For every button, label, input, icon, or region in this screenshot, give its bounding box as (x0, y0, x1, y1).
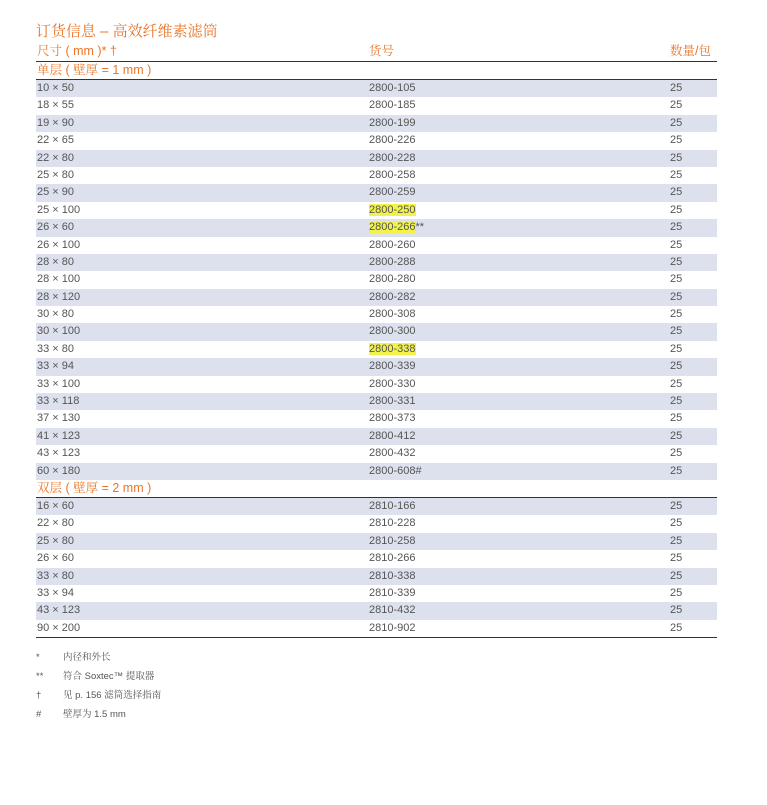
page-title: 订货信息 – 高效纤维素滤筒 (36, 23, 218, 40)
cell-part-number (369, 620, 416, 637)
cell-part-number (369, 428, 416, 445)
cell-part-number (369, 132, 416, 149)
cell-size: 28 × 80 (37, 255, 75, 268)
part-number-text: 2800-339 (369, 360, 416, 373)
part-number-text: 2800-300 (369, 325, 416, 338)
part-number-text: 2810-228 (369, 517, 416, 530)
table-row (36, 568, 717, 585)
section-heading: 单层 ( 壁厚 = 1 mm ) (36, 62, 717, 80)
part-number-text: 2810-258 (369, 534, 416, 547)
table-row (36, 550, 717, 567)
table-row (36, 428, 717, 445)
cell-size: 25 × 80 (37, 534, 75, 547)
part-number-text: 2810-902 (369, 621, 416, 634)
cell-quantity: 25 (670, 203, 683, 216)
part-number-text: 2800-258 (369, 168, 416, 181)
cell-part-number (369, 515, 416, 532)
cell-size: 22 × 80 (37, 517, 75, 530)
part-number-footnote-mark: ** (415, 221, 425, 234)
cell-quantity: 25 (670, 221, 683, 234)
cell-quantity: 25 (670, 464, 683, 477)
cell-part-number (369, 323, 416, 340)
cell-size: 33 × 80 (37, 342, 75, 355)
table-row (36, 167, 717, 184)
cell-part-number (369, 410, 416, 427)
cell-size: 25 × 100 (37, 203, 81, 216)
table-row (36, 393, 717, 410)
cell-part-number (369, 358, 416, 375)
table-row (36, 602, 717, 619)
cell-quantity: 25 (670, 82, 683, 94)
part-number-text: 2800-280 (369, 273, 416, 286)
table-row (36, 97, 717, 114)
cell-part-number (369, 219, 424, 236)
cell-size: 33 × 94 (37, 360, 75, 373)
table-row (36, 80, 717, 97)
cell-quantity: 25 (670, 395, 683, 408)
table-row (36, 533, 717, 550)
part-number-text: 2800-608# (369, 464, 422, 477)
cell-quantity: 25 (670, 186, 683, 199)
cell-part-number (369, 445, 416, 462)
cell-quantity: 25 (670, 569, 683, 582)
table-bottom-rule (36, 637, 717, 638)
cell-part-number (369, 376, 416, 393)
cell-size: 25 × 90 (37, 186, 75, 199)
table-row (36, 150, 717, 167)
cell-part-number (369, 533, 416, 550)
cell-part-number (369, 550, 416, 567)
cell-size: 90 × 200 (37, 621, 81, 634)
footnote-symbol: † (36, 690, 42, 701)
cell-quantity: 25 (670, 360, 683, 373)
cell-size: 33 × 94 (37, 586, 75, 599)
cell-quantity: 25 (670, 447, 683, 460)
cell-part-number (369, 184, 416, 201)
footnote-text: 见 p. 156 滤筒选择指南 (63, 690, 162, 701)
table-row (36, 219, 717, 236)
table-row (36, 341, 717, 358)
footnote-text: 壁厚为 1.5 mm (63, 709, 126, 720)
cell-part-number (369, 254, 416, 271)
cell-part-number (369, 237, 416, 254)
cell-quantity: 25 (670, 621, 683, 634)
cell-quantity: 25 (670, 290, 683, 303)
cell-part-number (369, 202, 416, 219)
table-row (36, 620, 717, 637)
part-number-text: 2800-228 (369, 151, 416, 164)
table-row (36, 376, 717, 393)
table-row (36, 498, 717, 515)
part-number-text: 2800-185 (369, 99, 416, 112)
cell-quantity: 25 (670, 116, 683, 129)
cell-size: 28 × 100 (37, 273, 81, 286)
footnote-symbol: # (36, 709, 42, 720)
cell-size: 16 × 60 (37, 499, 75, 512)
cell-size: 28 × 120 (37, 290, 81, 303)
cell-quantity: 25 (670, 377, 683, 390)
cell-quantity: 25 (670, 534, 683, 547)
part-number-text: 2810-339 (369, 586, 416, 599)
table-row (36, 515, 717, 532)
part-number-text: 2800-260 (369, 238, 416, 251)
cell-size: 25 × 80 (37, 168, 75, 181)
table-row (36, 445, 717, 462)
cell-part-number (369, 393, 416, 410)
table-row (36, 410, 717, 427)
table-body (36, 62, 717, 637)
cell-quantity: 25 (670, 151, 683, 164)
cell-part-number (369, 150, 416, 167)
cell-size: 33 × 100 (37, 377, 81, 390)
cell-quantity: 25 (670, 586, 683, 599)
table-row (36, 306, 717, 323)
cell-size: 22 × 65 (37, 134, 75, 147)
table-row (36, 463, 717, 480)
cell-size: 41 × 123 (37, 429, 81, 442)
table-header (36, 42, 717, 62)
table-row (36, 358, 717, 375)
part-number-text: 2810-432 (369, 604, 416, 617)
cell-size: 26 × 60 (37, 552, 75, 565)
header-part-number: 货号 (369, 44, 395, 58)
part-number-text: 2800-373 (369, 412, 416, 425)
cell-quantity: 25 (670, 273, 683, 286)
cell-quantity: 25 (670, 255, 683, 268)
cell-size: 19 × 90 (37, 116, 75, 129)
table-row (36, 271, 717, 288)
cell-size: 43 × 123 (37, 447, 81, 460)
cell-size: 30 × 80 (37, 308, 75, 321)
header-size: 尺寸 ( mm )* † (37, 44, 117, 58)
part-number-text: 2800-432 (369, 447, 416, 460)
cell-part-number (369, 568, 416, 585)
section-heading: 双层 ( 壁厚 = 2 mm ) (36, 480, 717, 498)
footnote-symbol: ** (36, 671, 44, 682)
cell-quantity: 25 (670, 412, 683, 425)
part-number-text: 2800-338 (369, 342, 416, 355)
cell-part-number (369, 289, 416, 306)
cell-size: 18 × 55 (37, 99, 75, 112)
table-row (36, 254, 717, 271)
part-number-text: 2800-105 (369, 82, 416, 94)
cell-quantity: 25 (670, 342, 683, 355)
cell-quantity: 25 (670, 238, 683, 251)
part-number-text: 2810-266 (369, 552, 416, 565)
cell-size: 26 × 100 (37, 238, 81, 251)
cell-quantity: 25 (670, 552, 683, 565)
cell-part-number (369, 498, 416, 515)
table-row (36, 289, 717, 306)
table-row (36, 115, 717, 132)
cell-size: 37 × 130 (37, 412, 81, 425)
cell-size: 22 × 80 (37, 151, 75, 164)
part-number-text: 2800-250 (369, 203, 416, 216)
part-number-text: 2800-331 (369, 395, 416, 408)
part-number-text: 2800-282 (369, 290, 416, 303)
cell-part-number (369, 602, 416, 619)
cell-quantity: 25 (670, 325, 683, 338)
cell-part-number (369, 306, 416, 323)
cell-part-number (369, 167, 416, 184)
part-number-text: 2810-338 (369, 569, 416, 582)
cell-size: 30 × 100 (37, 325, 81, 338)
part-number-text: 2810-166 (369, 499, 416, 512)
cell-quantity: 25 (670, 99, 683, 112)
cell-part-number (369, 97, 416, 114)
table-row (36, 237, 717, 254)
footnote-symbol: * (36, 652, 40, 663)
part-number-text: 2800-288 (369, 255, 416, 268)
footnote-text: 符合 Soxtec™ 提取器 (63, 671, 155, 682)
cell-quantity: 25 (670, 308, 683, 321)
table-row (36, 184, 717, 201)
cell-quantity: 25 (670, 604, 683, 617)
table-row (36, 323, 717, 340)
cell-size: 33 × 80 (37, 569, 75, 582)
cell-quantity: 25 (670, 134, 683, 147)
cell-quantity: 25 (670, 168, 683, 181)
cell-quantity: 25 (670, 429, 683, 442)
cell-quantity: 25 (670, 499, 683, 512)
cell-part-number (369, 463, 422, 480)
cell-part-number (369, 80, 416, 97)
ordering-table-block (36, 22, 717, 638)
cell-part-number (369, 585, 416, 602)
part-number-text: 2800-259 (369, 186, 416, 199)
cell-part-number (369, 271, 416, 288)
table-row (36, 202, 717, 219)
part-number-text: 2800-308 (369, 308, 416, 321)
part-number-text: 2800-226 (369, 134, 416, 147)
part-number-text: 2800-199 (369, 116, 416, 129)
cell-size: 60 × 180 (37, 464, 81, 477)
part-number-text: 2800-412 (369, 429, 416, 442)
cell-size: 26 × 60 (37, 221, 75, 234)
part-number-text: 2800-330 (369, 377, 416, 390)
table-row (36, 585, 717, 602)
table-row (36, 132, 717, 149)
cell-size: 33 × 118 (37, 395, 80, 408)
cell-part-number (369, 341, 416, 358)
header-quantity: 数量/包 (670, 44, 711, 58)
cell-part-number (369, 115, 416, 132)
cell-quantity: 25 (670, 517, 683, 530)
footnote-text: 内径和外长 (63, 652, 111, 663)
cell-size: 10 × 50 (37, 82, 75, 94)
cell-size: 43 × 123 (37, 604, 81, 617)
part-number-text: 2800-266 (369, 221, 416, 234)
